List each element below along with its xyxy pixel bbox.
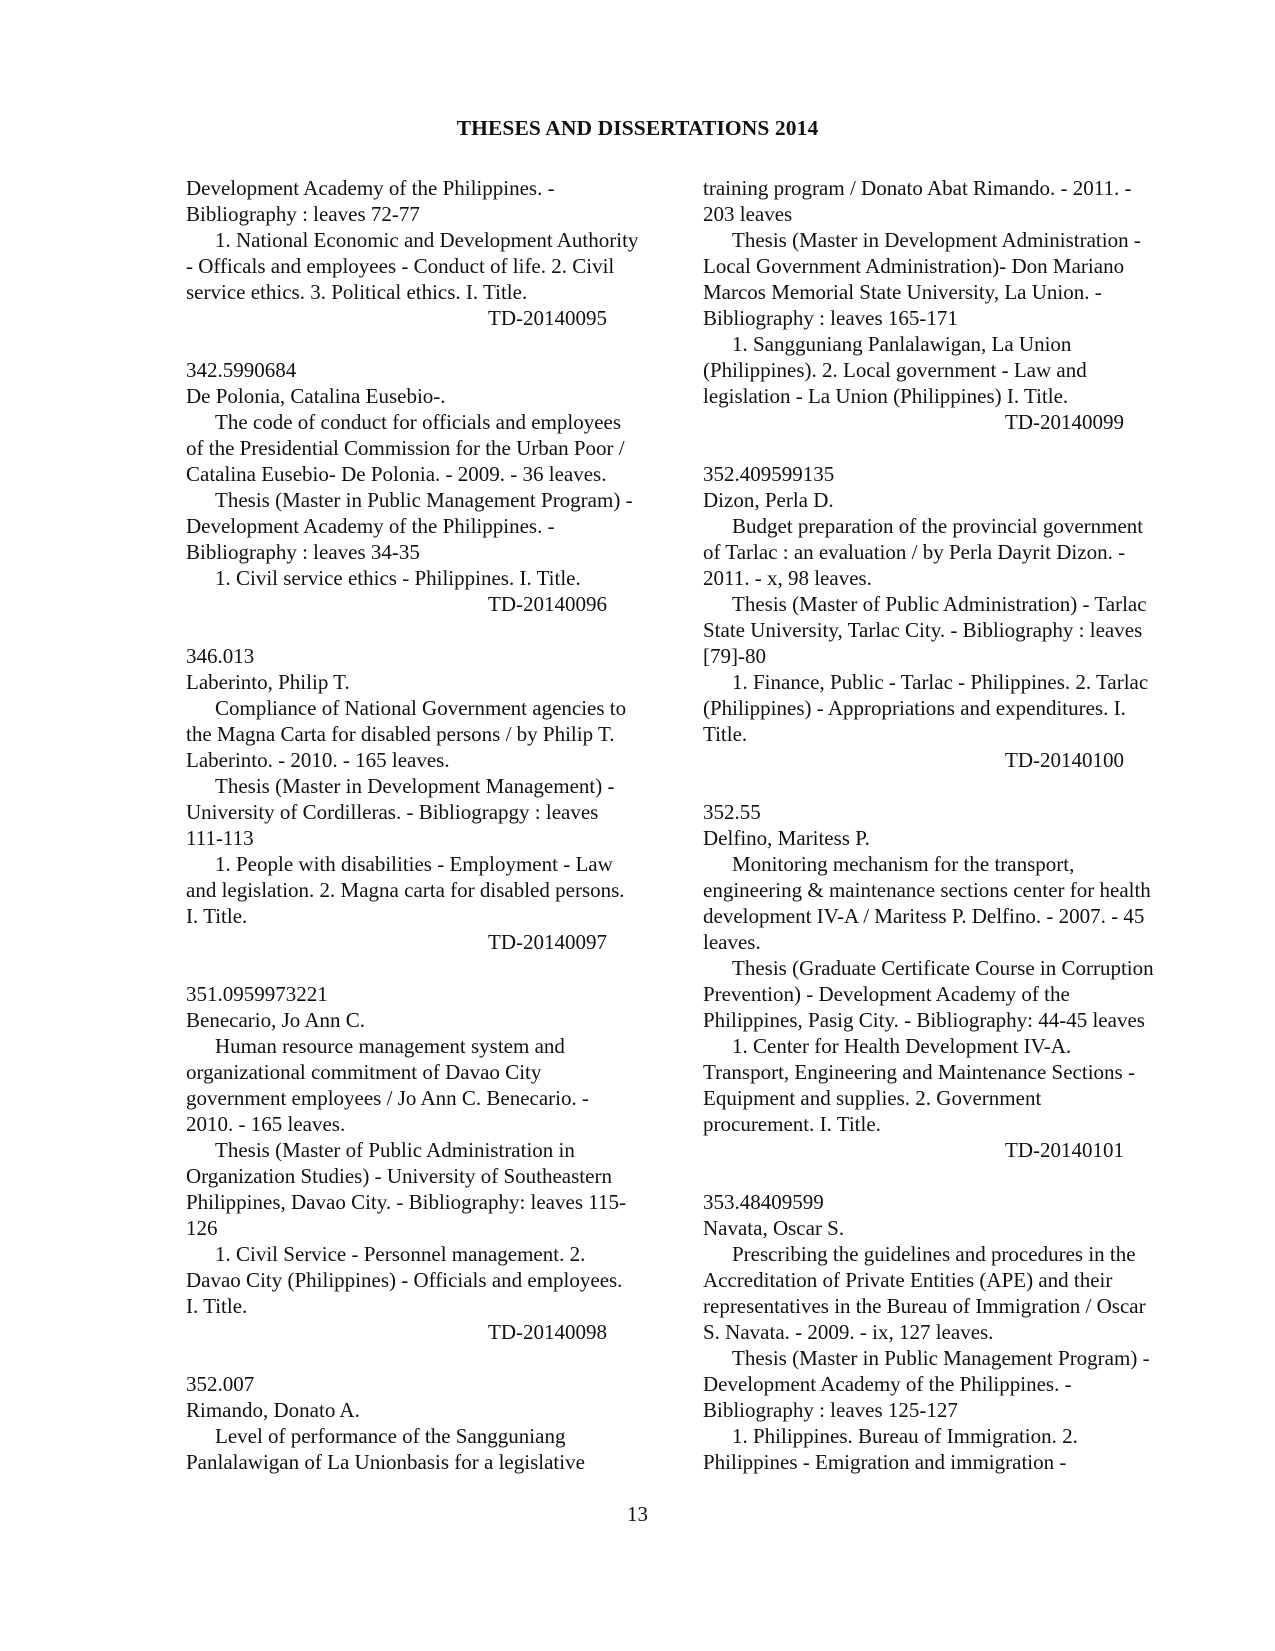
text-line: Thesis (Graduate Certificate Course in Corruption bbox=[732, 956, 1154, 980]
entry-spacer bbox=[703, 1163, 1195, 1189]
text-line: Bibliography : leaves 72-77 bbox=[186, 202, 420, 226]
entry-spacer bbox=[186, 617, 674, 643]
text-line: University of Cordilleras. - Bibliograpgy : leaves bbox=[186, 800, 599, 824]
text-line: and legislation. 2. Magna carta for disabled persons. bbox=[186, 878, 625, 902]
text-line: procurement. I. Title. bbox=[703, 1112, 881, 1136]
text-line: Development Academy of the Philippines. - bbox=[703, 1372, 1072, 1396]
text-line: government employees / Jo Ann C. Benecario. - bbox=[186, 1086, 589, 1110]
call-number: 352.007 bbox=[186, 1372, 255, 1396]
accession-number: TD-20140097 bbox=[488, 930, 607, 954]
text-line: The code of conduct for officials and employees bbox=[215, 410, 622, 434]
left-column bbox=[186, 175, 674, 1475]
text-line: Philippines - Emigration and immigration - bbox=[703, 1450, 1067, 1474]
text-line: Davao City (Philippines) - Officials and employees. bbox=[186, 1268, 623, 1292]
entry-spacer bbox=[186, 331, 674, 357]
author: Rimando, Donato A. bbox=[186, 1398, 360, 1422]
text-line: Title. bbox=[703, 722, 748, 746]
call-number: 342.5990684 bbox=[186, 358, 297, 382]
text-line: Thesis (Master of Public Administration in bbox=[215, 1138, 575, 1162]
text-line: [79]-80 bbox=[703, 644, 766, 668]
accession-number: TD-20140095 bbox=[488, 306, 607, 330]
accession-number: TD-20140100 bbox=[1005, 748, 1124, 772]
text-line: 1. Finance, Public - Tarlac - Philippines. 2. Tarlac bbox=[732, 670, 1149, 694]
author: Laberinto, Philip T. bbox=[186, 670, 350, 694]
text-line: Development Academy of the Philippines. - bbox=[186, 176, 555, 200]
text-line: training program / Donato Abat Rimando. - 2011. - bbox=[703, 176, 1132, 200]
accession-number: TD-20140101 bbox=[1005, 1138, 1124, 1162]
text-line: 111-113 bbox=[186, 826, 254, 850]
text-line: Thesis (Master in Development Management) - bbox=[215, 774, 615, 798]
text-line: 2011. - x, 98 leaves. bbox=[703, 566, 872, 590]
author: Benecario, Jo Ann C. bbox=[186, 1008, 366, 1032]
text-line: (Philippines). 2. Local government - Law and bbox=[703, 358, 1087, 382]
author: Navata, Oscar S. bbox=[703, 1216, 845, 1240]
text-line: Level of performance of the Sangguniang bbox=[215, 1424, 566, 1448]
text-line: 1. Center for Health Development IV-A. bbox=[732, 1034, 1072, 1058]
text-line: Marcos Memorial State University, La Union. - bbox=[703, 280, 1102, 304]
text-line: 2010. - 165 leaves. bbox=[186, 1112, 346, 1136]
text-line: Local Government Administration)- Don Mariano bbox=[703, 254, 1125, 278]
right-column bbox=[703, 175, 1195, 1475]
text-line: Thesis (Master in Public Management Program) - bbox=[215, 488, 633, 512]
text-line: Philippines, Pasig City. - Bibliography: 44-45 leaves bbox=[703, 1008, 1145, 1032]
text-line: Thesis (Master in Development Administration - bbox=[732, 228, 1141, 252]
text-line: Organization Studies) - University of Southeastern bbox=[186, 1164, 612, 1188]
text-line: 1. People with disabilities - Employment - Law bbox=[215, 852, 613, 876]
text-line: Monitoring mechanism for the transport, bbox=[732, 852, 1075, 876]
text-line: Bibliography : leaves 125-127 bbox=[703, 1398, 958, 1422]
text-line: Thesis (Master of Public Administration) - Tarlac bbox=[732, 592, 1147, 616]
text-line: Equipment and supplies. 2. Government bbox=[703, 1086, 1042, 1110]
text-line: Thesis (Master in Public Management Program) - bbox=[732, 1346, 1150, 1370]
text-line: Compliance of National Government agencies to bbox=[215, 696, 627, 720]
call-number: 352.409599135 bbox=[703, 462, 835, 486]
page-title: THESES AND DISSERTATIONS 2014 bbox=[456, 116, 819, 140]
text-line: Laberinto. - 2010. - 165 leaves. bbox=[186, 748, 450, 772]
text-line: - Officals and employees - Conduct of life. 2. Civil bbox=[186, 254, 615, 278]
text-line: Bibliography : leaves 34-35 bbox=[186, 540, 420, 564]
text-line: engineering & maintenance sections center for health bbox=[703, 878, 1151, 902]
text-line: service ethics. 3. Political ethics. I. Title. bbox=[186, 280, 528, 304]
call-number: 353.48409599 bbox=[703, 1190, 824, 1214]
text-line: organizational commitment of Davao City bbox=[186, 1060, 542, 1084]
text-line: 203 leaves bbox=[703, 202, 793, 226]
author: Dizon, Perla D. bbox=[703, 488, 834, 512]
text-line: Prevention) - Development Academy of the bbox=[703, 982, 1070, 1006]
call-number: 352.55 bbox=[703, 800, 761, 824]
entry-spacer bbox=[186, 955, 674, 981]
call-number: 346.013 bbox=[186, 644, 255, 668]
text-line: of the Presidential Commission for the Urban Poor / bbox=[186, 436, 625, 460]
accession-number: TD-20140099 bbox=[1005, 410, 1124, 434]
text-line: Catalina Eusebio- De Polonia. - 2009. - 36 leaves. bbox=[186, 462, 607, 486]
author: Delfino, Maritess P. bbox=[703, 826, 870, 850]
text-line: 1. National Economic and Development Authority bbox=[215, 228, 639, 252]
text-line: State University, Tarlac City. - Bibliography : leaves bbox=[703, 618, 1143, 642]
call-number: 351.0959973221 bbox=[186, 982, 328, 1006]
entry-spacer bbox=[186, 1345, 674, 1371]
text-line: 126 bbox=[186, 1216, 218, 1240]
text-line: Human resource management system and bbox=[215, 1034, 565, 1058]
text-line: 1. Sangguniang Panlalawigan, La Union bbox=[732, 332, 1072, 356]
page-number: 13 bbox=[627, 1502, 648, 1526]
text-line: the Magna Carta for disabled persons / by Philip T. bbox=[186, 722, 615, 746]
text-line: Panlalawigan of La Unionbasis for a legislative bbox=[186, 1450, 585, 1474]
text-line: representatives in the Bureau of Immigration / Oscar bbox=[703, 1294, 1146, 1318]
entry-spacer bbox=[703, 773, 1195, 799]
text-line: I. Title. bbox=[186, 1294, 248, 1318]
author: De Polonia, Catalina Eusebio-. bbox=[186, 384, 446, 408]
text-line: Bibliography : leaves 165-171 bbox=[703, 306, 958, 330]
text-line: I. Title. bbox=[186, 904, 248, 928]
accession-number: TD-20140098 bbox=[488, 1320, 607, 1344]
text-line: Transport, Engineering and Maintenance Sections - bbox=[703, 1060, 1135, 1084]
text-line: Development Academy of the Philippines. - bbox=[186, 514, 555, 538]
text-line: S. Navata. - 2009. - ix, 127 leaves. bbox=[703, 1320, 994, 1344]
text-line: leaves. bbox=[703, 930, 761, 954]
accession-number: TD-20140096 bbox=[488, 592, 607, 616]
text-line: legislation - La Union (Philippines) I. Title. bbox=[703, 384, 1069, 408]
text-line: of Tarlac : an evaluation / by Perla Dayrit Dizon. - bbox=[703, 540, 1126, 564]
text-line: development IV-A / Maritess P. Delfino. - 2007. - 45 bbox=[703, 904, 1145, 928]
text-line: 1. Civil Service - Personnel management. 2. bbox=[215, 1242, 586, 1266]
text-line: 1. Civil service ethics - Philippines. I. Title. bbox=[215, 566, 581, 590]
text-line: Philippines, Davao City. - Bibliography: leaves 115- bbox=[186, 1190, 626, 1214]
entry-spacer bbox=[703, 435, 1195, 461]
text-line: Accreditation of Private Entities (APE) and their bbox=[703, 1268, 1113, 1292]
text-line: Budget preparation of the provincial government bbox=[732, 514, 1144, 538]
text-line: Prescribing the guidelines and procedures in the bbox=[732, 1242, 1136, 1266]
text-line: 1. Philippines. Bureau of Immigration. 2. bbox=[732, 1424, 1078, 1448]
text-line: (Philippines) - Appropriations and expenditures. I. bbox=[703, 696, 1126, 720]
